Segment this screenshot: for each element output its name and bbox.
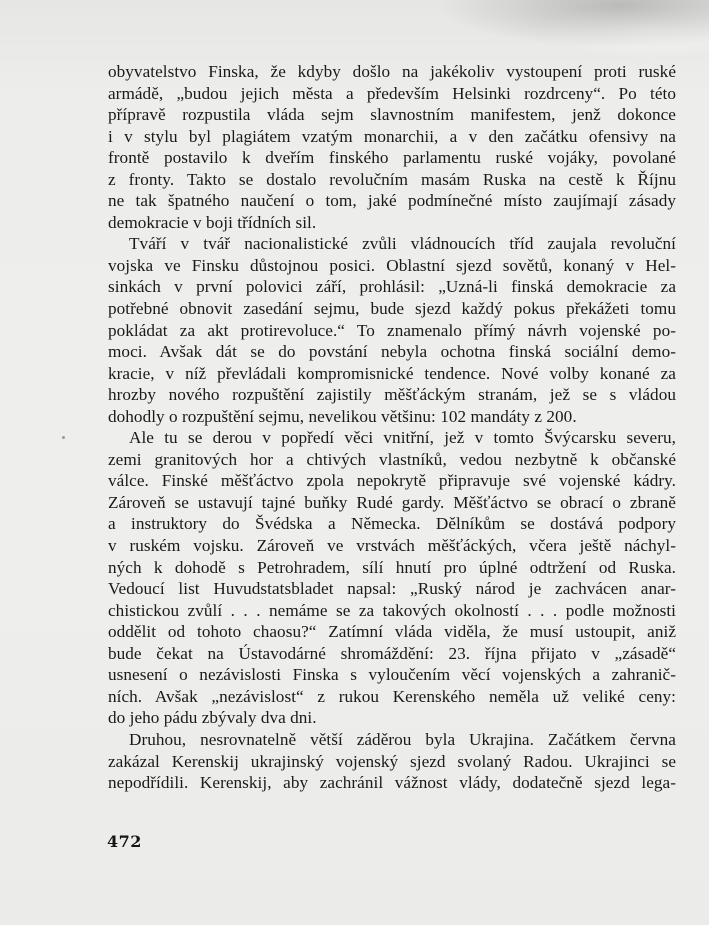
text-line: Tváří v tvář nacionalistické zvůli vládnoucích tříd zaujala revoluční xyxy=(129,234,676,254)
text-line: zakázal Kerenskij ukrajinský vojenský sjezd svolaný Radou. Ukrajinci se xyxy=(108,751,676,771)
text-line: Zároveň se ustavují tajné buňky Rudé gardy. Měšťáctvo se obrací o zbraně xyxy=(108,492,676,512)
text-line: hrozby nového rozpuštění zajistily měšťáckým stranám, jež se s vládou xyxy=(108,385,676,405)
text-line: usnesení o nezávislosti Finska s vyloučením věcí vojenských a zahranič- xyxy=(108,665,676,685)
text-line: z fronty. Takto se dostalo revolučním masám Ruska na cestě k Říjnu xyxy=(108,169,676,189)
text-line: bude čekat na Ústavodárné shromáždění: 23. října přijato v „zásadě“ xyxy=(108,643,676,663)
text-line: vojska ve Finsku důstojnou posici. Oblastní sjezd sovětů, konaný v Hel- xyxy=(108,255,676,275)
text-line: Ale tu se derou v popředí věci vnitřní, jež v tomto Švýcarsku severu, xyxy=(129,428,676,448)
text-line: frontě postavilo k dveřím finského parlamentu ruské vojáky, povolané xyxy=(108,148,676,168)
text-line: Druhou, nesrovnatelně větší záděrou byla Ukrajina. Začátkem června xyxy=(129,729,676,749)
text-line: dohodly o rozpuštění sejmu, nevelikou většinu: 102 mandáty z 200. xyxy=(108,406,577,426)
text-line: chistickou zvůlí . . . nemáme se za takových okolností . . . podle možnosti xyxy=(108,600,676,620)
text-line: pokládat za akt protirevoluce.“ To znamenalo přímý návrh vojenské po- xyxy=(108,320,676,340)
page-number: 472 xyxy=(107,832,142,851)
text-line: a instruktory do Švédska a Německa. Dělníkům se dostává podpory xyxy=(108,514,676,534)
body-text xyxy=(108,61,676,794)
text-line: zemi granitových hor a chtivých vlastníků, vedou nezbytně k občanské xyxy=(108,449,676,469)
text-line: ních. Avšak „nezávislost“ z rukou Kerenského neměla už veliké ceny: xyxy=(108,686,676,706)
text-line: oddělit od tohoto chaosu?“ Zatímní vláda viděla, že musí ustoupit, aniž xyxy=(108,622,676,642)
text-line: kracie, v níž převládali kompromisnické tendence. Nové volby konané za xyxy=(108,363,676,383)
text-line: obyvatelstvo Finska, že kdyby došlo na jakékoliv vystoupení proti ruské xyxy=(108,62,676,81)
text-line: moci. Avšak dát se do povstání nebyla ochotna finská sociální demo- xyxy=(108,342,676,362)
text-line: demokracie v boji třídních sil. xyxy=(108,212,317,232)
text-line: přípravě rozpustila vláda sejm slavnostním manifestem, jenž dokonce xyxy=(108,105,676,125)
text-line: nepodřídili. Kerenskij, aby zachránil vážnost vlády, dodatečně sjezd lega- xyxy=(108,773,676,793)
text-line: do jeho pádu zbývaly dva dni. xyxy=(108,708,317,728)
text-line: sinkách v první polovici září, prohlásil: „Uzná-li finská demokracie za xyxy=(108,277,676,297)
text-line: v ruském vojsku. Zároveň ve vrstvách měšťáckých, včera ještě náchyl- xyxy=(108,536,676,556)
text-line: válce. Finské měšťáctvo zpola nepokrytě připravuje své vojenské kádry. xyxy=(108,471,676,491)
text-line: ne tak špatného naučení o tom, jaké podmínečné místo zaujímají zásady xyxy=(108,191,676,211)
text-line: i v stylu byl plagiátem vzatým monarchii, a v den začátku ofensivy na xyxy=(108,126,676,146)
text-line: Vedoucí list Huvudstatsbladet napsal: „Ruský národ je zachvácen anar- xyxy=(108,579,676,599)
text-line: armádě, „budou jejich města a především Helsinki rozdrceny“. Po této xyxy=(108,83,676,103)
text-line: potřebné obnovit zasedání sejmu, bude sjezd každý pokus překážeti tomu xyxy=(108,299,676,319)
margin-speck xyxy=(62,436,65,439)
text-line: ných k dohodě s Petrohradem, sílí hnutí pro úplné odtržení od Ruska. xyxy=(108,557,676,577)
